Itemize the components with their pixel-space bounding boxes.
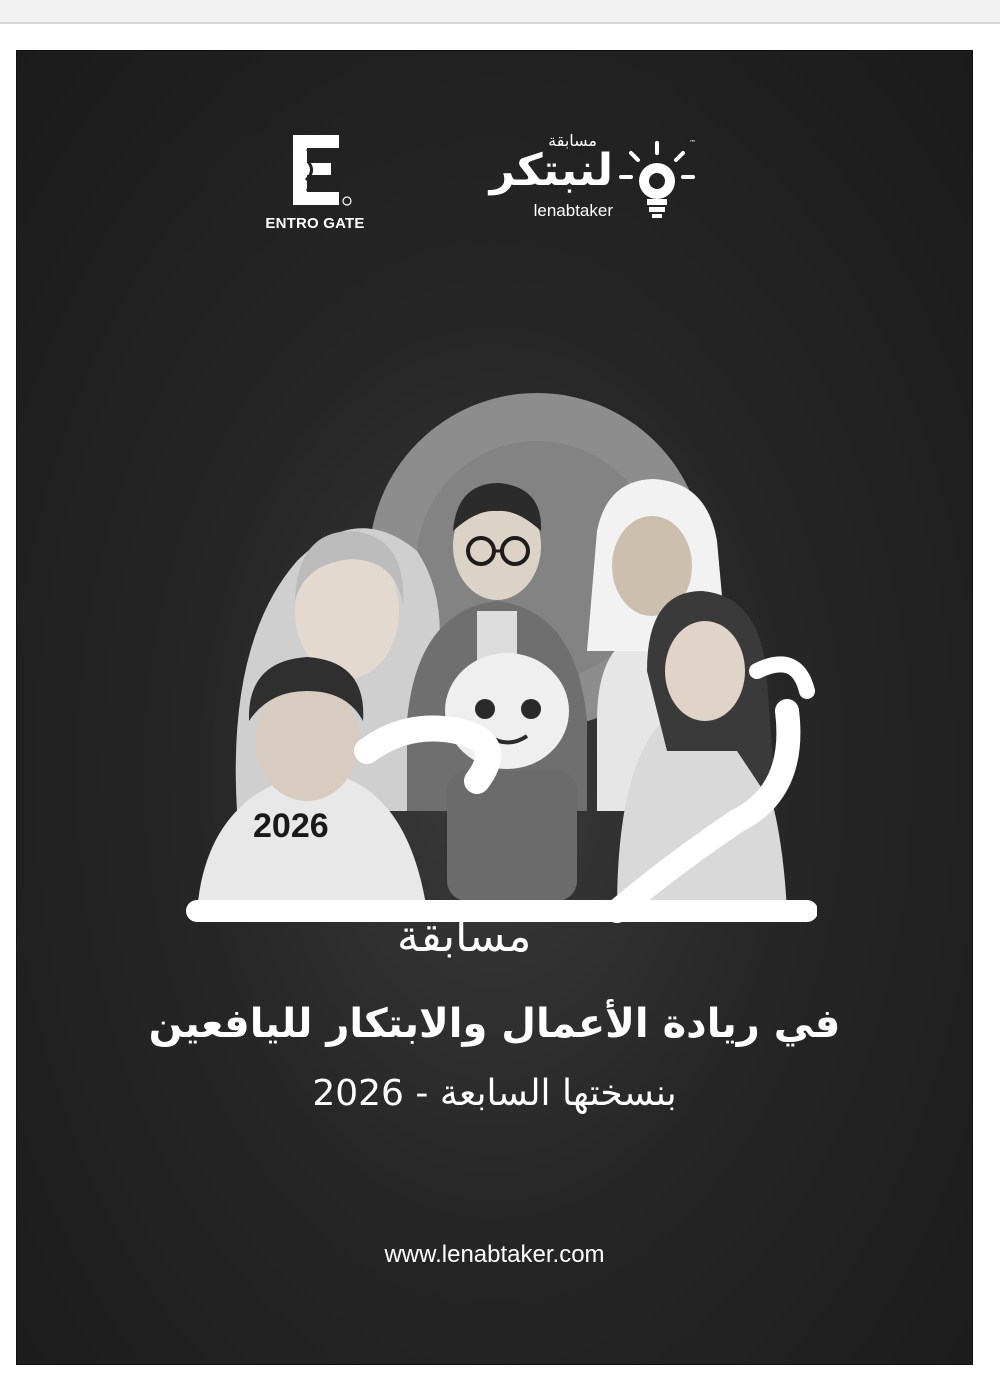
entro-gate-name: ENTRO GATE [265,215,365,232]
brand-script-label: مسابقة [397,911,532,962]
lenabtaker-prefix: مسابقة [548,131,597,150]
entro-gate-logo [255,129,375,239]
website-link[interactable]: www.lenabtaker.com [384,1241,605,1268]
poster-headline: في ريادة الأعمال والابتكار لليافعين [148,1001,841,1047]
lightbulb-icon [617,137,697,227]
entro-gate-logo-icon [255,129,375,215]
lenabtaker-latin-name: lenabtaker [533,201,613,220]
lenabtaker-arabic-name: لنبتكر [489,145,613,196]
lenabtaker-logo [445,129,705,229]
top-scroll-strip [0,0,1000,24]
year-badge: 2026 [253,807,329,845]
hero-illustration [177,391,817,931]
competition-poster [16,50,973,1365]
svg-text:™: ™ [689,139,696,147]
poster-subline: بنسختها السابعة - 2026 [312,1073,677,1114]
